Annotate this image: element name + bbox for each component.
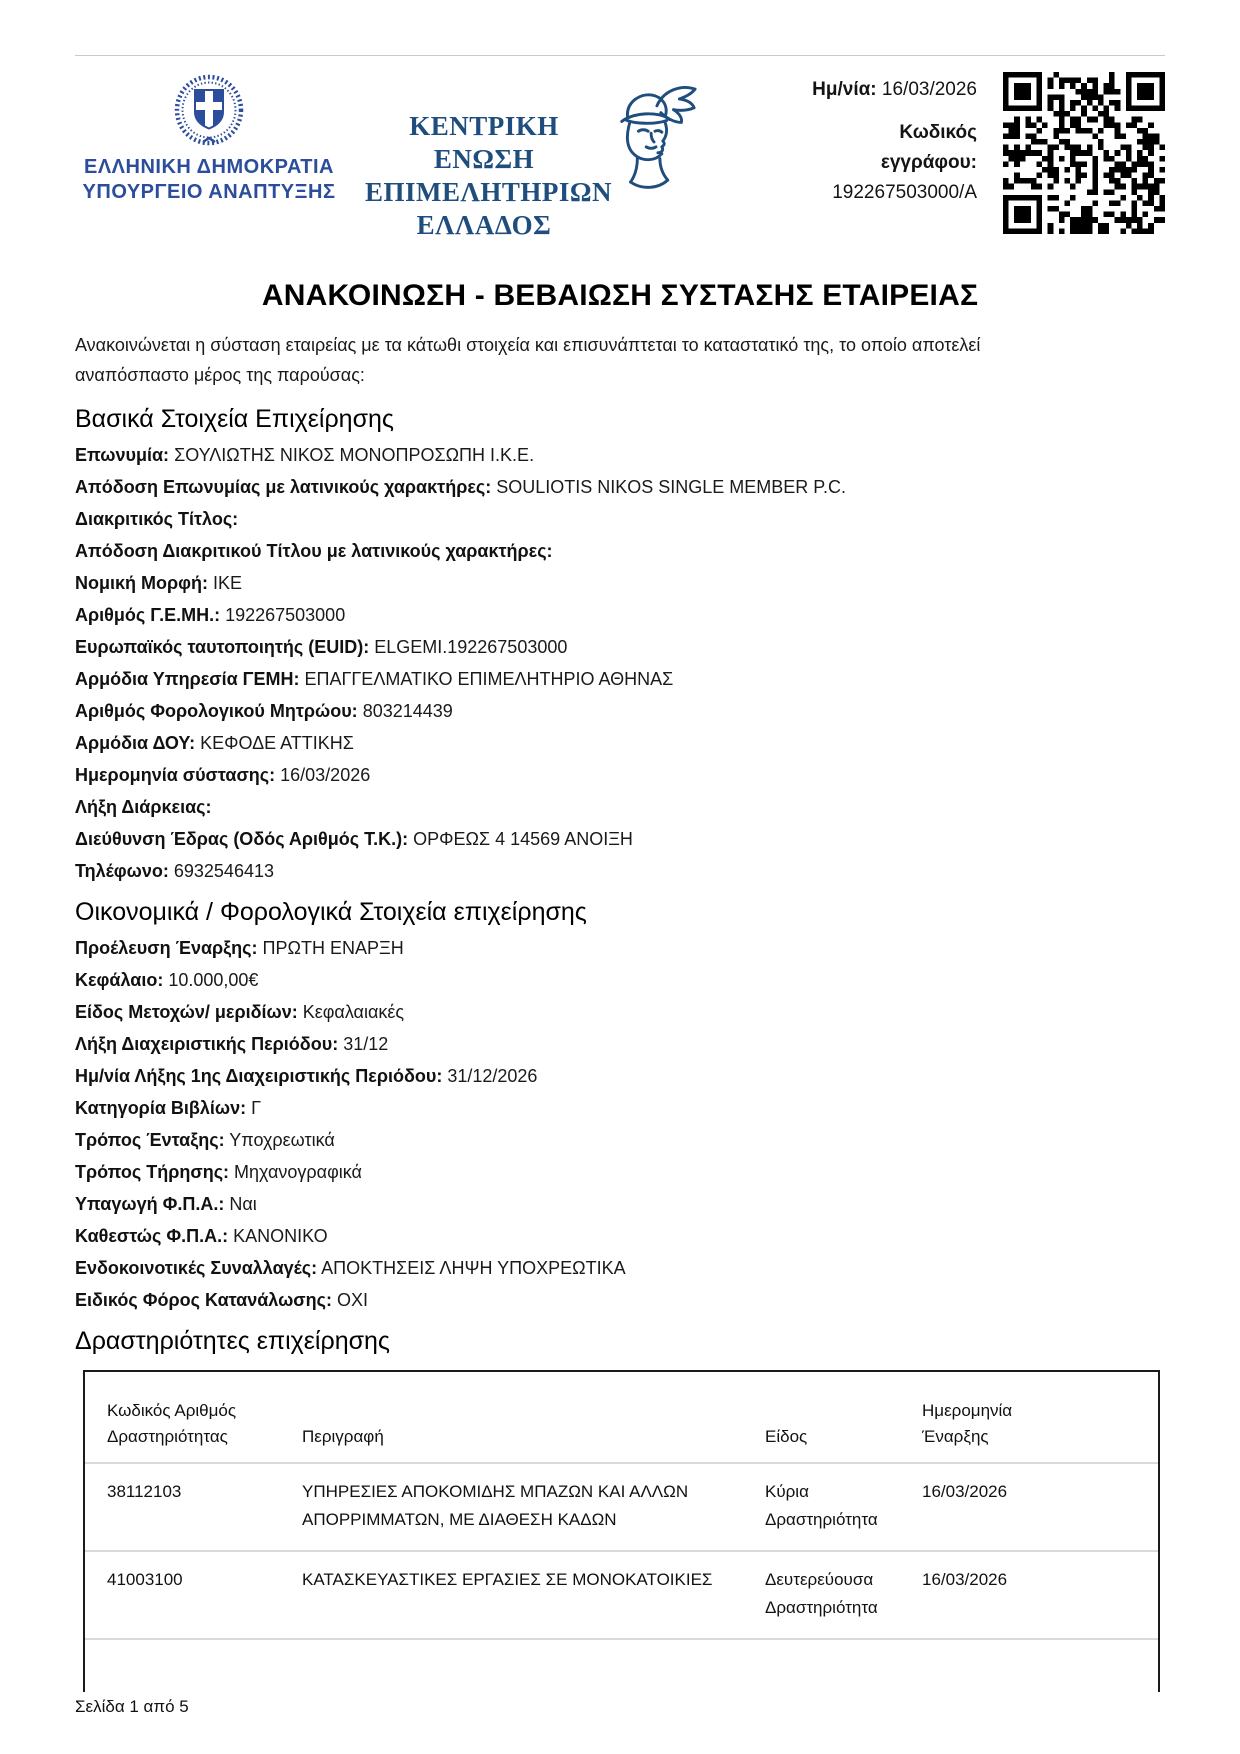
- qr-code: [1003, 72, 1165, 234]
- field-label: Τρόπος Τήρησης:: [75, 1162, 230, 1182]
- field-label: Είδος Μετοχών/ μεριδίων:: [75, 1002, 298, 1022]
- activity-code: 41003100: [107, 1570, 183, 1589]
- field-value: ΕΠΑΓΓΕΛΜΑΤΙΚΟ ΕΠΙΜΕΛΗΤΗΡΙΟ ΑΘΗΝΑΣ: [299, 669, 674, 689]
- col-header-kind: Είδος: [765, 1427, 808, 1446]
- intro-paragraph: Ανακοινώνεται η σύσταση εταιρείας με τα κάτωθι στοιχεία και επισυνάπτεται το καταστατικό της, το οποίο αποτελεί αναπόσπαστο μέρος της παρούσας:: [75, 335, 981, 385]
- activity-description: ΚΑΤΑΣΚΕΥΑΣΤΙΚΕΣ ΕΡΓΑΣΙΕΣ ΣΕ ΜΟΝΟΚΑΤΟΙΚΙΕΣ: [302, 1570, 713, 1589]
- field-label: Διεύθυνση Έδρας (Οδός Αριθμός Τ.Κ.):: [75, 829, 409, 849]
- col-header-description: Περιγραφή: [302, 1427, 384, 1446]
- col-header-activity-code: Κωδικός Αριθμός Δραστηριότητας: [107, 1401, 237, 1446]
- field-value: Γ: [246, 1098, 262, 1118]
- basic-section-heading: Βασικά Στοιχεία Επιχείρησης: [75, 405, 394, 433]
- field-label: Ημερομηνία σύστασης:: [75, 765, 276, 785]
- field-value: Μηχανογραφικά: [229, 1162, 362, 1182]
- field-row: [75, 1188, 1165, 1220]
- financial-section-heading: Οικονομικά / Φορολογικά Στοιχεία επιχείρησης: [75, 898, 587, 926]
- field-row: [75, 567, 1165, 599]
- field-label: Καθεστώς Φ.Π.Α.:: [75, 1226, 229, 1246]
- field-row: [75, 471, 1165, 503]
- field-value: 31/12/2026: [442, 1066, 538, 1086]
- field-row: [75, 823, 1165, 855]
- field-row: [75, 1284, 1165, 1316]
- field-row: [75, 599, 1165, 631]
- field-label: Υπαγωγή Φ.Π.Α.:: [75, 1194, 225, 1214]
- ministry-logo-block: [75, 70, 343, 205]
- financial-fields: [75, 932, 1165, 1316]
- field-label: Λήξη Διαχειριστικής Περιόδου:: [75, 1034, 339, 1054]
- field-row: [75, 1092, 1165, 1124]
- col-header-start-date: Ημερομηνία Έναρξης: [922, 1401, 1013, 1446]
- field-label: Διακριτικός Τίτλος:: [75, 509, 239, 529]
- activity-row: [85, 1464, 1158, 1552]
- field-row: [75, 631, 1165, 663]
- activities-table-header: [85, 1372, 1158, 1464]
- field-label: Κατηγορία Βιβλίων:: [75, 1098, 247, 1118]
- field-row: [75, 1156, 1165, 1188]
- field-row: [75, 535, 1165, 567]
- field-row: [75, 1220, 1165, 1252]
- activities-table: [83, 1370, 1160, 1692]
- top-divider: [75, 55, 1165, 56]
- activity-kind: Κύρια Δραστηριότητα: [765, 1482, 878, 1529]
- doc-code-label-line2: εγγράφου:: [880, 152, 977, 173]
- field-value: ΙΚΕ: [208, 573, 243, 593]
- activity-start-date: 16/03/2026: [922, 1570, 1008, 1589]
- activity-kind: Δευτερεύουσα Δραστηριότητα: [765, 1570, 878, 1617]
- field-row: [75, 1124, 1165, 1156]
- field-label: Κεφάλαιο:: [75, 970, 164, 990]
- field-label: Ενδοκοινοτικές Συναλλαγές:: [75, 1258, 318, 1278]
- field-label: Αριθμός Γ.Ε.ΜΗ.:: [75, 605, 221, 625]
- field-row: [75, 1028, 1165, 1060]
- date-label: Ημ/νία:: [812, 79, 877, 100]
- field-row: [75, 1060, 1165, 1092]
- field-value: Υποχρεωτικά: [224, 1130, 335, 1150]
- doc-code-label-line1: Κωδικός: [899, 122, 977, 143]
- activity-start-date: 16/03/2026: [922, 1482, 1008, 1501]
- field-value: ELGEMI.192267503000: [369, 637, 568, 657]
- field-row: [75, 439, 1165, 471]
- field-value: ΚΕΦΟΔΕ ΑΤΤΙΚΗΣ: [195, 733, 354, 753]
- field-label: Αρμόδια ΔΟΥ:: [75, 733, 196, 753]
- field-value: 10.000,00€: [163, 970, 259, 990]
- chamber-union-line3: ΕΛΛΑΔΟΣ: [416, 210, 552, 240]
- activities-table-empty-space: [85, 1640, 1158, 1692]
- field-row: [75, 932, 1165, 964]
- field-value: 16/03/2026: [275, 765, 371, 785]
- activity-description: ΥΠΗΡΕΣΙΕΣ ΑΠΟΚΟΜΙΔΗΣ ΜΠΑΖΩΝ ΚΑΙ ΑΛΛΩΝ ΑΠΟΡΡΙΜΜΑΤΩΝ, ΜΕ ΔΙΑΘΕΣΗ ΚΑΔΩΝ: [302, 1482, 689, 1529]
- field-row: [75, 503, 1165, 535]
- document-date: [762, 78, 977, 102]
- activities-section-heading: Δραστηριότητες επιχείρησης: [75, 1327, 390, 1355]
- field-label: Νομική Μορφή:: [75, 573, 209, 593]
- chamber-union-logo-block: [365, 70, 699, 242]
- hermes-head-icon: [611, 82, 699, 205]
- field-value: 192267503000: [220, 605, 346, 625]
- field-label: Ειδικός Φόρος Κατανάλωσης:: [75, 1290, 332, 1310]
- activity-code: 38112103: [107, 1482, 182, 1501]
- field-label: Ευρωπαϊκός ταυτοποιητής (EUID):: [75, 637, 370, 657]
- date-value: 16/03/2026: [876, 79, 977, 100]
- field-value: ΟΧΙ: [331, 1290, 368, 1310]
- activity-row: [85, 1552, 1158, 1640]
- field-label: Αρμόδια Υπηρεσία ΓΕΜΗ:: [75, 669, 300, 689]
- field-label: Αριθμός Φορολογικού Μητρώου:: [75, 701, 358, 721]
- field-label: Ημ/νία Λήξης 1ης Διαχειριστικής Περιόδου:: [75, 1066, 443, 1086]
- field-value: ΣΟΥΛΙΩΤΗΣ ΝΙΚΟΣ ΜΟΝΟΠΡΟΣΩΠΗ Ι.Κ.Ε.: [169, 445, 535, 465]
- field-label: Απόδοση Επωνυμίας με λατινικούς χαρακτήρες:: [75, 477, 492, 497]
- greek-coat-of-arms-icon: [170, 74, 248, 155]
- field-row: [75, 727, 1165, 759]
- field-value: ΚΑΝΟΝΙΚΟ: [228, 1226, 328, 1246]
- document-title: ΑΝΑΚΟΙΝΩΣΗ - ΒΕΒΑΙΩΣΗ ΣΥΣΤΑΣΗΣ ΕΤΑΙΡΕΙΑΣ: [261, 279, 979, 312]
- ministry-line1: ΕΛΛΗΝΙΚΗ ΔΗΜΟΚΡΑΤΙΑ: [84, 156, 334, 178]
- field-value: 31/12: [338, 1034, 389, 1054]
- field-value: Κεφαλαιακές: [297, 1002, 405, 1022]
- chamber-union-name: [365, 110, 612, 242]
- field-row: [75, 791, 1165, 823]
- field-value: ΟΡΦΕΩΣ 4 14569 ΑΝΟΙΞΗ: [408, 829, 633, 849]
- field-value: 6932546413: [168, 861, 274, 881]
- activities-table-body: [85, 1464, 1158, 1640]
- doc-code-value: 192267503000/A: [832, 182, 977, 203]
- field-row: [75, 695, 1165, 727]
- field-row: [75, 759, 1165, 791]
- field-label: Τρόπος Ένταξης:: [75, 1130, 225, 1150]
- page-number: Σελίδα 1 από 5: [75, 1697, 189, 1716]
- chamber-union-line1: ΚΕΝΤΡΙΚΗ ΕΝΩΣΗ: [409, 111, 559, 174]
- document-header: [75, 70, 1165, 240]
- basic-fields: [75, 439, 1165, 887]
- field-row: [75, 996, 1165, 1028]
- field-value: ΠΡΩΤΗ ΕΝΑΡΞΗ: [257, 938, 404, 958]
- field-value: 803214439: [357, 701, 453, 721]
- chamber-union-line2: ΕΠΙΜΕΛΗΤΗΡΙΩΝ: [365, 177, 612, 207]
- field-value: ΑΠΟΚΤΗΣΕΙΣ ΛΗΨΗ ΥΠΟΧΡΕΩΤΙΚΑ: [317, 1258, 626, 1278]
- field-row: [75, 855, 1165, 887]
- field-label: Απόδοση Διακριτικού Τίτλου με λατινικούς χαρακτήρες:: [75, 541, 553, 561]
- field-row: [75, 1252, 1165, 1284]
- field-value: Ναι: [224, 1194, 257, 1214]
- field-row: [75, 964, 1165, 996]
- field-label: Επωνυμία:: [75, 445, 170, 465]
- field-label: Τηλέφωνο:: [75, 861, 169, 881]
- field-row: [75, 663, 1165, 695]
- document-meta: [762, 70, 977, 208]
- field-label: Λήξη Διάρκειας:: [75, 797, 212, 817]
- ministry-line2: ΥΠΟΥΡΓΕΙΟ ΑΝΑΠΤΥΞΗΣ: [82, 181, 336, 203]
- field-value: SOULIOTIS NIKOS SINGLE MEMBER P.C.: [491, 477, 846, 497]
- field-label: Προέλευση Έναρξης:: [75, 938, 258, 958]
